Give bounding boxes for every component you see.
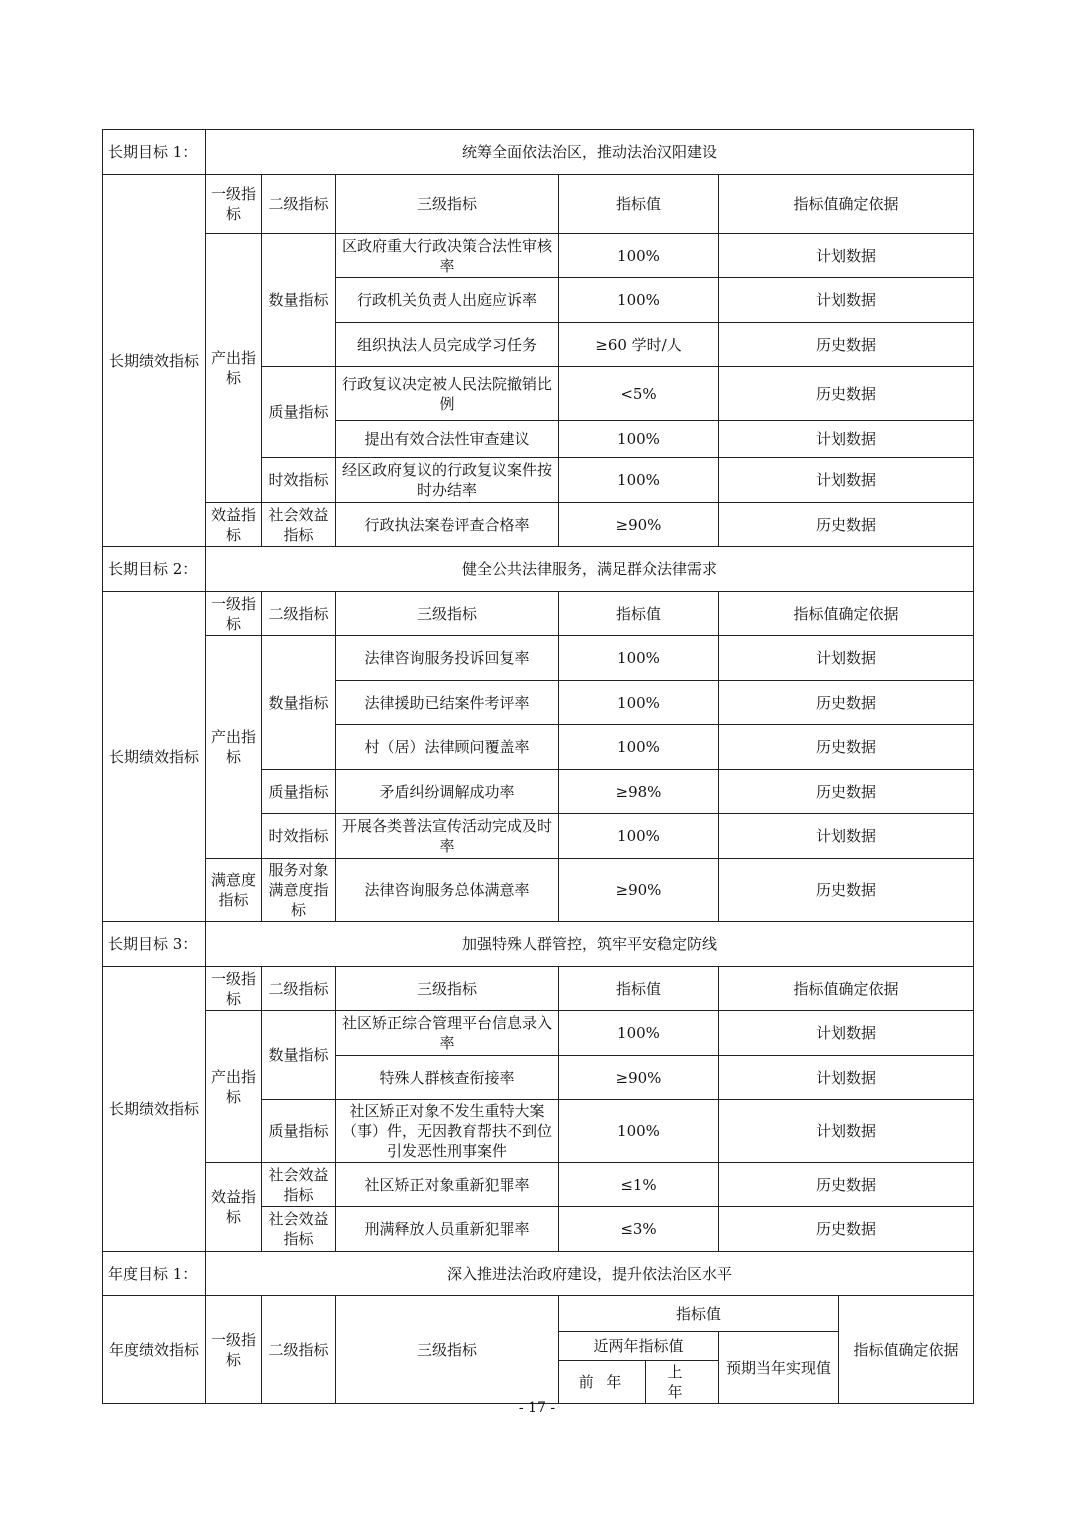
- value-cell: <5%: [559, 367, 719, 421]
- l1-cell: 效益指标: [206, 1163, 262, 1252]
- goal-2-indicator-label: 长期绩效指标: [103, 592, 206, 922]
- goal-3-text: 加强特殊人群管控，筑牢平安稳定防线: [206, 922, 974, 967]
- value-cell: ≥90%: [559, 503, 719, 547]
- l3-cell: 行政复议决定被人民法院撤销比例: [336, 367, 559, 421]
- value-cell: 100%: [559, 458, 719, 503]
- basis-cell: 计划数据: [719, 814, 974, 859]
- value-cell: 100%: [559, 421, 719, 458]
- basis-cell: 计划数据: [719, 636, 974, 681]
- l2-cell: 数量指标: [262, 636, 336, 770]
- header-basis: 指标值确定依据: [719, 175, 974, 234]
- basis-cell: 历史数据: [719, 725, 974, 770]
- value-cell: 100%: [559, 1011, 719, 1056]
- goal-3-indicator-label: 长期绩效指标: [103, 967, 206, 1252]
- l3-cell: 行政机关负责人出庭应诉率: [336, 278, 559, 323]
- l3-cell: 矛盾纠纷调解成功率: [336, 770, 559, 814]
- basis-cell: 计划数据: [719, 421, 974, 458]
- basis-cell: 计划数据: [719, 234, 974, 278]
- goal-3-label: 长期目标 3：: [103, 922, 206, 967]
- header-basis: 指标值确定依据: [719, 592, 974, 636]
- l3-cell: 社区矫正综合管理平台信息录入率: [336, 1011, 559, 1056]
- header-value: 指标值: [559, 967, 719, 1011]
- value-cell: 100%: [559, 636, 719, 681]
- goal-1-label: 长期目标 1：: [103, 130, 206, 175]
- header-level1: 一级指标: [206, 967, 262, 1011]
- basis-cell: 历史数据: [719, 323, 974, 367]
- annual-header-level2: 二级指标: [262, 1296, 336, 1404]
- value-cell: 100%: [559, 234, 719, 278]
- l3-cell: 法律咨询服务总体满意率: [336, 859, 559, 922]
- l2-cell: 时效指标: [262, 814, 336, 859]
- l3-cell: 区政府重大行政决策合法性审核率: [336, 234, 559, 278]
- l2-cell: 社会效益指标: [262, 503, 336, 547]
- performance-table: [102, 129, 974, 1404]
- value-cell: ≥60 学时/人: [559, 323, 719, 367]
- goal-2-text: 健全公共法律服务，满足群众法律需求: [206, 547, 974, 592]
- basis-cell: 历史数据: [719, 859, 974, 922]
- header-level3: 三级指标: [336, 592, 559, 636]
- basis-cell: 计划数据: [719, 1056, 974, 1100]
- l1-cell: 产出指标: [206, 1011, 262, 1163]
- value-cell: ≥98%: [559, 770, 719, 814]
- goal-1-text: 统筹全面依法治区，推动法治汉阳建设: [206, 130, 974, 175]
- l2-cell: 服务对象满意度指标: [262, 859, 336, 922]
- l2-cell: 数量指标: [262, 234, 336, 367]
- value-cell: ≤1%: [559, 1163, 719, 1207]
- l3-cell: 提出有效合法性审查建议: [336, 421, 559, 458]
- annual-header-value: 指标值: [559, 1296, 839, 1332]
- l2-cell: 质量指标: [262, 367, 336, 458]
- header-basis: 指标值确定依据: [719, 967, 974, 1011]
- value-cell: 100%: [559, 1100, 719, 1163]
- header-level3: 三级指标: [336, 175, 559, 234]
- basis-cell: 计划数据: [719, 278, 974, 323]
- annual-header-expected: 预期当年实现值: [719, 1332, 839, 1404]
- goal-2-label: 长期目标 2：: [103, 547, 206, 592]
- l3-cell: 开展各类普法宣传活动完成及时率: [336, 814, 559, 859]
- l2-cell: 社会效益指标: [262, 1207, 336, 1252]
- l3-cell: 行政执法案卷评查合格率: [336, 503, 559, 547]
- annual-header-level1: 一级指标: [206, 1296, 262, 1404]
- basis-cell: 历史数据: [719, 503, 974, 547]
- header-level2: 二级指标: [262, 592, 336, 636]
- l3-cell: 法律援助已结案件考评率: [336, 681, 559, 725]
- value-cell: ≥90%: [559, 859, 719, 922]
- annual-header-level3: 三级指标: [336, 1296, 559, 1404]
- l3-cell: 经区政府复议的行政复议案件按时办结率: [336, 458, 559, 503]
- annual-header-last-year: 上 年: [646, 1361, 719, 1404]
- l2-cell: 质量指标: [262, 770, 336, 814]
- basis-cell: 历史数据: [719, 1207, 974, 1252]
- header-value: 指标值: [559, 175, 719, 234]
- annual-header-recent: 近两年指标值: [559, 1332, 719, 1361]
- annual-header-prev-year: 前 年: [559, 1361, 646, 1404]
- header-level2: 二级指标: [262, 175, 336, 234]
- value-cell: 100%: [559, 278, 719, 323]
- basis-cell: 计划数据: [719, 1011, 974, 1056]
- annual-header-basis: 指标值确定依据: [839, 1296, 974, 1404]
- header-level3: 三级指标: [336, 967, 559, 1011]
- l2-cell: 时效指标: [262, 458, 336, 503]
- basis-cell: 历史数据: [719, 770, 974, 814]
- value-cell: 100%: [559, 681, 719, 725]
- page-number: - 17 -: [518, 1400, 556, 1416]
- value-cell: ≥90%: [559, 1056, 719, 1100]
- l2-cell: 社会效益指标: [262, 1163, 336, 1207]
- l3-cell: 社区矫正对象重新犯罪率: [336, 1163, 559, 1207]
- l3-cell: 刑满释放人员重新犯罪率: [336, 1207, 559, 1252]
- l3-cell: 特殊人群核查衔接率: [336, 1056, 559, 1100]
- value-cell: ≤3%: [559, 1207, 719, 1252]
- l1-cell: 效益指标: [206, 503, 262, 547]
- goal-1-indicator-label: 长期绩效指标: [103, 175, 206, 547]
- annual-indicator-label: 年度绩效指标: [103, 1296, 206, 1404]
- l1-cell: 满意度指标: [206, 859, 262, 922]
- value-cell: 100%: [559, 814, 719, 859]
- header-level2: 二级指标: [262, 967, 336, 1011]
- annual-goal-label: 年度目标 1：: [103, 1252, 206, 1296]
- l2-cell: 数量指标: [262, 1011, 336, 1100]
- l3-cell: 村（居）法律顾问覆盖率: [336, 725, 559, 770]
- annual-goal-text: 深入推进法治政府建设，提升依法治区水平: [206, 1252, 974, 1296]
- header-level1: 一级指标: [206, 592, 262, 636]
- l3-cell: 社区矫正对象不发生重特大案（事）件，无因教育帮扶不到位引发恶性刑事案件: [336, 1100, 559, 1163]
- basis-cell: 计划数据: [719, 458, 974, 503]
- basis-cell: 计划数据: [719, 1100, 974, 1163]
- value-cell: 100%: [559, 725, 719, 770]
- basis-cell: 历史数据: [719, 367, 974, 421]
- basis-cell: 历史数据: [719, 681, 974, 725]
- header-level1: 一级指标: [206, 175, 262, 234]
- header-value: 指标值: [559, 592, 719, 636]
- l2-cell: 质量指标: [262, 1100, 336, 1163]
- l3-cell: 法律咨询服务投诉回复率: [336, 636, 559, 681]
- l1-cell: 产出指标: [206, 636, 262, 859]
- l3-cell: 组织执法人员完成学习任务: [336, 323, 559, 367]
- basis-cell: 历史数据: [719, 1163, 974, 1207]
- l1-cell: 产出指标: [206, 234, 262, 503]
